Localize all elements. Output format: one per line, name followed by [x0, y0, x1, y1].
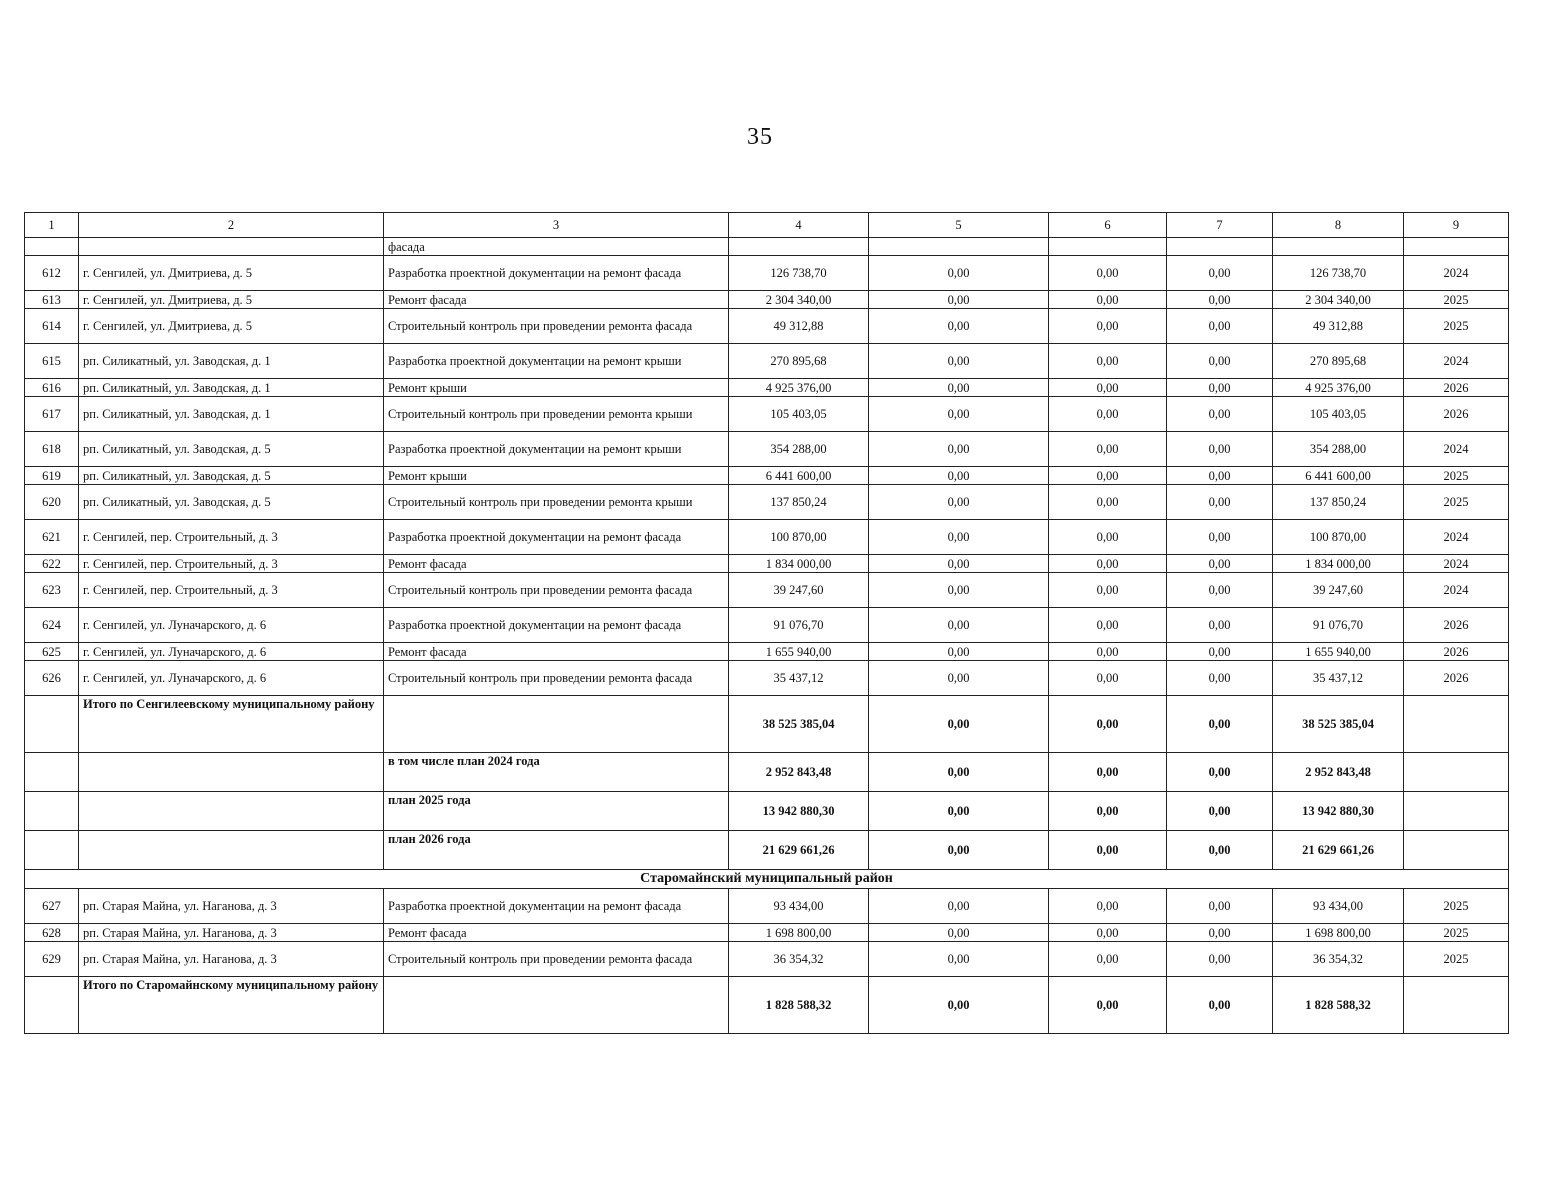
cell: [25, 753, 79, 792]
table-row: [25, 889, 1509, 924]
work-type-cell: Ремонт крыши: [384, 379, 729, 397]
total-sublabel: [384, 696, 729, 753]
capital-repair-table: [24, 212, 1509, 1034]
total-amount-c4: 38 525 385,04: [729, 696, 869, 753]
amount-cell-c5: 0,00: [869, 309, 1049, 344]
address-cell: рп. Силикатный, ул. Заводская, д. 1: [79, 379, 384, 397]
address-cell: г. Сенгилей, ул. Дмитриева, д. 5: [79, 291, 384, 309]
amount-cell-c6: 0,00: [1049, 397, 1167, 432]
amount-cell-c5: 0,00: [869, 432, 1049, 467]
amount-cell-c6: 0,00: [1049, 889, 1167, 924]
row-number: 623: [25, 573, 79, 608]
total-amount-c8: 2 952 843,48: [1273, 753, 1404, 792]
amount-cell-c5: 0,00: [869, 467, 1049, 485]
work-type-cell: Ремонт фасада: [384, 643, 729, 661]
address-cell: рп. Старая Майна, ул. Наганова, д. 3: [79, 924, 384, 942]
header-row: [25, 213, 1509, 238]
table-row: [25, 608, 1509, 643]
cell: [25, 977, 79, 1034]
address-cell: г. Сенгилей, ул. Луначарского, д. 6: [79, 608, 384, 643]
row-number: 621: [25, 520, 79, 555]
amount-cell-c8: 354 288,00: [1273, 432, 1404, 467]
table-row: [25, 643, 1509, 661]
address-cell: рп. Силикатный, ул. Заводская, д. 5: [79, 432, 384, 467]
amount-cell-c6: 0,00: [1049, 291, 1167, 309]
amount-cell-c8: 126 738,70: [1273, 256, 1404, 291]
cell: [1404, 831, 1509, 870]
amount-cell-c7: 0,00: [1167, 309, 1273, 344]
address-cell: г. Сенгилей, пер. Строительный, д. 3: [79, 520, 384, 555]
table-row: [25, 291, 1509, 309]
address-cell: г. Сенгилей, ул. Луначарского, д. 6: [79, 643, 384, 661]
amount-cell-c4: 100 870,00: [729, 520, 869, 555]
total-amount-c8: 1 828 588,32: [1273, 977, 1404, 1034]
amount-cell-c5: 0,00: [869, 379, 1049, 397]
amount-cell-c6: 0,00: [1049, 573, 1167, 608]
total-amount-c5: 0,00: [869, 977, 1049, 1034]
amount-cell-c4: 91 076,70: [729, 608, 869, 643]
cell: [1167, 238, 1273, 256]
amount-cell-c5: 0,00: [869, 397, 1049, 432]
work-type-cell: Разработка проектной документации на ремонт фасада: [384, 520, 729, 555]
work-type-cell: Разработка проектной документации на ремонт фасада: [384, 889, 729, 924]
table-row: [25, 256, 1509, 291]
year-cell: 2024: [1404, 573, 1509, 608]
total-amount-c6: 0,00: [1049, 977, 1167, 1034]
total-amount-c5: 0,00: [869, 753, 1049, 792]
amount-cell-c8: 35 437,12: [1273, 661, 1404, 696]
table-row: [25, 924, 1509, 942]
row-number: 625: [25, 643, 79, 661]
amount-cell-c6: 0,00: [1049, 344, 1167, 379]
total-amount-c6: 0,00: [1049, 792, 1167, 831]
table-row: [25, 555, 1509, 573]
table-row: [25, 379, 1509, 397]
total-amount-c6: 0,00: [1049, 753, 1167, 792]
amount-cell-c4: 270 895,68: [729, 344, 869, 379]
amount-cell-c7: 0,00: [1167, 485, 1273, 520]
column-header: 3: [384, 213, 729, 238]
amount-cell-c6: 0,00: [1049, 924, 1167, 942]
row-number: 615: [25, 344, 79, 379]
total-label: [79, 792, 384, 831]
column-header: 2: [79, 213, 384, 238]
address-cell: рп. Силикатный, ул. Заводская, д. 1: [79, 397, 384, 432]
amount-cell-c7: 0,00: [1167, 256, 1273, 291]
year-cell: 2025: [1404, 889, 1509, 924]
amount-cell-c8: 4 925 376,00: [1273, 379, 1404, 397]
total-amount-c7: 0,00: [1167, 753, 1273, 792]
amount-cell-c7: 0,00: [1167, 432, 1273, 467]
table-row: [25, 467, 1509, 485]
total-amount-c5: 0,00: [869, 831, 1049, 870]
row-number: 617: [25, 397, 79, 432]
total-row: [25, 831, 1509, 870]
amount-cell-c6: 0,00: [1049, 942, 1167, 977]
amount-cell-c6: 0,00: [1049, 309, 1167, 344]
year-cell: 2025: [1404, 291, 1509, 309]
total-amount-c4: 1 828 588,32: [729, 977, 869, 1034]
amount-cell-c4: 1 655 940,00: [729, 643, 869, 661]
address-cell: рп. Силикатный, ул. Заводская, д. 5: [79, 467, 384, 485]
continuation-text: фасада: [384, 238, 729, 256]
work-type-cell: Строительный контроль при проведении ремонта фасада: [384, 573, 729, 608]
year-cell: 2026: [1404, 608, 1509, 643]
row-number: 626: [25, 661, 79, 696]
work-type-cell: Ремонт фасада: [384, 291, 729, 309]
cell: [1049, 238, 1167, 256]
cell: [25, 238, 79, 256]
amount-cell-c4: 1 834 000,00: [729, 555, 869, 573]
amount-cell-c4: 6 441 600,00: [729, 467, 869, 485]
amount-cell-c4: 39 247,60: [729, 573, 869, 608]
amount-cell-c8: 105 403,05: [1273, 397, 1404, 432]
amount-cell-c6: 0,00: [1049, 432, 1167, 467]
table-row: [25, 573, 1509, 608]
amount-cell-c6: 0,00: [1049, 379, 1167, 397]
row-number: 616: [25, 379, 79, 397]
year-cell: 2025: [1404, 924, 1509, 942]
amount-cell-c5: 0,00: [869, 344, 1049, 379]
table-row: [25, 397, 1509, 432]
year-cell: 2024: [1404, 520, 1509, 555]
work-type-cell: Разработка проектной документации на ремонт фасада: [384, 608, 729, 643]
total-amount-c7: 0,00: [1167, 977, 1273, 1034]
amount-cell-c5: 0,00: [869, 573, 1049, 608]
page-number: 35: [747, 124, 773, 150]
amount-cell-c4: 36 354,32: [729, 942, 869, 977]
amount-cell-c8: 2 304 340,00: [1273, 291, 1404, 309]
row-number: 614: [25, 309, 79, 344]
total-row: [25, 977, 1509, 1034]
total-label: Итого по Сенгилеевскому муниципальному району: [79, 696, 384, 753]
amount-cell-c5: 0,00: [869, 924, 1049, 942]
amount-cell-c6: 0,00: [1049, 643, 1167, 661]
work-type-cell: Разработка проектной документации на ремонт крыши: [384, 432, 729, 467]
amount-cell-c5: 0,00: [869, 889, 1049, 924]
year-cell: 2024: [1404, 344, 1509, 379]
amount-cell-c7: 0,00: [1167, 344, 1273, 379]
amount-cell-c7: 0,00: [1167, 661, 1273, 696]
amount-cell-c8: 91 076,70: [1273, 608, 1404, 643]
work-type-cell: Строительный контроль при проведении ремонта фасада: [384, 309, 729, 344]
amount-cell-c4: 35 437,12: [729, 661, 869, 696]
address-cell: г. Сенгилей, ул. Луначарского, д. 6: [79, 661, 384, 696]
amount-cell-c4: 49 312,88: [729, 309, 869, 344]
table-row: [25, 344, 1509, 379]
column-header: 1: [25, 213, 79, 238]
amount-cell-c5: 0,00: [869, 256, 1049, 291]
amount-cell-c7: 0,00: [1167, 608, 1273, 643]
amount-cell-c7: 0,00: [1167, 924, 1273, 942]
total-amount-c4: 13 942 880,30: [729, 792, 869, 831]
year-cell: 2024: [1404, 256, 1509, 291]
row-number: 620: [25, 485, 79, 520]
amount-cell-c5: 0,00: [869, 608, 1049, 643]
total-row: [25, 753, 1509, 792]
amount-cell-c5: 0,00: [869, 942, 1049, 977]
total-amount-c6: 0,00: [1049, 696, 1167, 753]
amount-cell-c8: 1 834 000,00: [1273, 555, 1404, 573]
year-cell: 2026: [1404, 661, 1509, 696]
amount-cell-c4: 4 925 376,00: [729, 379, 869, 397]
cell: [729, 238, 869, 256]
amount-cell-c5: 0,00: [869, 643, 1049, 661]
total-amount-c4: 2 952 843,48: [729, 753, 869, 792]
amount-cell-c8: 100 870,00: [1273, 520, 1404, 555]
total-label: [79, 831, 384, 870]
cell: [1404, 792, 1509, 831]
amount-cell-c4: 93 434,00: [729, 889, 869, 924]
work-type-cell: Ремонт фасада: [384, 555, 729, 573]
amount-cell-c5: 0,00: [869, 661, 1049, 696]
amount-cell-c8: 39 247,60: [1273, 573, 1404, 608]
amount-cell-c6: 0,00: [1049, 256, 1167, 291]
amount-cell-c6: 0,00: [1049, 485, 1167, 520]
work-type-cell: Ремонт крыши: [384, 467, 729, 485]
total-amount-c8: 21 629 661,26: [1273, 831, 1404, 870]
cell: [1404, 753, 1509, 792]
work-type-cell: Строительный контроль при проведении ремонта крыши: [384, 397, 729, 432]
address-cell: рп. Силикатный, ул. Заводская, д. 5: [79, 485, 384, 520]
cell: [1404, 696, 1509, 753]
table-row: [25, 485, 1509, 520]
total-sublabel: в том числе план 2024 года: [384, 753, 729, 792]
address-cell: г. Сенгилей, ул. Дмитриева, д. 5: [79, 309, 384, 344]
address-cell: г. Сенгилей, ул. Дмитриева, д. 5: [79, 256, 384, 291]
amount-cell-c7: 0,00: [1167, 291, 1273, 309]
total-amount-c8: 38 525 385,04: [1273, 696, 1404, 753]
column-header: 5: [869, 213, 1049, 238]
amount-cell-c8: 49 312,88: [1273, 309, 1404, 344]
table-row: [25, 432, 1509, 467]
address-cell: рп. Силикатный, ул. Заводская, д. 1: [79, 344, 384, 379]
total-row: [25, 696, 1509, 753]
cell: [25, 831, 79, 870]
year-cell: 2025: [1404, 309, 1509, 344]
column-header: 8: [1273, 213, 1404, 238]
row-number: 629: [25, 942, 79, 977]
work-type-cell: Строительный контроль при проведении ремонта фасада: [384, 942, 729, 977]
amount-cell-c8: 137 850,24: [1273, 485, 1404, 520]
amount-cell-c4: 105 403,05: [729, 397, 869, 432]
amount-cell-c6: 0,00: [1049, 661, 1167, 696]
work-type-cell: Ремонт фасада: [384, 924, 729, 942]
cell: [25, 696, 79, 753]
column-header: 9: [1404, 213, 1509, 238]
amount-cell-c4: 126 738,70: [729, 256, 869, 291]
amount-cell-c4: 1 698 800,00: [729, 924, 869, 942]
year-cell: 2024: [1404, 555, 1509, 573]
year-cell: 2024: [1404, 432, 1509, 467]
year-cell: 2025: [1404, 942, 1509, 977]
amount-cell-c7: 0,00: [1167, 643, 1273, 661]
table-row: [25, 309, 1509, 344]
table-row: [25, 520, 1509, 555]
total-amount-c7: 0,00: [1167, 831, 1273, 870]
total-amount-c5: 0,00: [869, 696, 1049, 753]
work-type-cell: Разработка проектной документации на ремонт крыши: [384, 344, 729, 379]
amount-cell-c8: 270 895,68: [1273, 344, 1404, 379]
row-number: 612: [25, 256, 79, 291]
address-cell: рп. Старая Майна, ул. Наганова, д. 3: [79, 889, 384, 924]
amount-cell-c6: 0,00: [1049, 467, 1167, 485]
total-sublabel: план 2025 года: [384, 792, 729, 831]
cell: [1404, 977, 1509, 1034]
amount-cell-c8: 1 698 800,00: [1273, 924, 1404, 942]
column-header: 4: [729, 213, 869, 238]
total-amount-c7: 0,00: [1167, 696, 1273, 753]
year-cell: 2026: [1404, 643, 1509, 661]
amount-cell-c7: 0,00: [1167, 942, 1273, 977]
table-body: [25, 213, 1509, 1034]
amount-cell-c7: 0,00: [1167, 520, 1273, 555]
work-type-cell: Строительный контроль при проведении ремонта крыши: [384, 485, 729, 520]
address-cell: рп. Старая Майна, ул. Наганова, д. 3: [79, 942, 384, 977]
column-header: 6: [1049, 213, 1167, 238]
total-sublabel: план 2026 года: [384, 831, 729, 870]
column-header: 7: [1167, 213, 1273, 238]
continuation-row: [25, 238, 1509, 256]
total-amount-c8: 13 942 880,30: [1273, 792, 1404, 831]
row-number: 613: [25, 291, 79, 309]
amount-cell-c8: 1 655 940,00: [1273, 643, 1404, 661]
total-label: Итого по Старомайнскому муниципальному району: [79, 977, 384, 1034]
total-amount-c5: 0,00: [869, 792, 1049, 831]
work-type-cell: Строительный контроль при проведении ремонта фасада: [384, 661, 729, 696]
amount-cell-c5: 0,00: [869, 520, 1049, 555]
row-number: 619: [25, 467, 79, 485]
total-amount-c4: 21 629 661,26: [729, 831, 869, 870]
year-cell: 2026: [1404, 379, 1509, 397]
amount-cell-c4: 137 850,24: [729, 485, 869, 520]
amount-cell-c4: 354 288,00: [729, 432, 869, 467]
year-cell: 2025: [1404, 485, 1509, 520]
amount-cell-c8: 93 434,00: [1273, 889, 1404, 924]
amount-cell-c8: 36 354,32: [1273, 942, 1404, 977]
total-row: [25, 792, 1509, 831]
year-cell: 2025: [1404, 467, 1509, 485]
address-cell: г. Сенгилей, пер. Строительный, д. 3: [79, 573, 384, 608]
row-number: 618: [25, 432, 79, 467]
total-label: [79, 753, 384, 792]
section-heading-row: [25, 870, 1509, 889]
amount-cell-c5: 0,00: [869, 291, 1049, 309]
work-type-cell: Разработка проектной документации на ремонт фасада: [384, 256, 729, 291]
amount-cell-c4: 2 304 340,00: [729, 291, 869, 309]
cell: [79, 238, 384, 256]
amount-cell-c7: 0,00: [1167, 573, 1273, 608]
total-sublabel: [384, 977, 729, 1034]
amount-cell-c6: 0,00: [1049, 555, 1167, 573]
table-row: [25, 942, 1509, 977]
amount-cell-c6: 0,00: [1049, 608, 1167, 643]
cell: [869, 238, 1049, 256]
row-number: 622: [25, 555, 79, 573]
amount-cell-c7: 0,00: [1167, 397, 1273, 432]
cell: [25, 792, 79, 831]
row-number: 627: [25, 889, 79, 924]
address-cell: г. Сенгилей, пер. Строительный, д. 3: [79, 555, 384, 573]
cell: [1273, 238, 1404, 256]
amount-cell-c7: 0,00: [1167, 889, 1273, 924]
row-number: 628: [25, 924, 79, 942]
amount-cell-c5: 0,00: [869, 555, 1049, 573]
section-title: Старомайнский муниципальный район: [25, 870, 1509, 889]
amount-cell-c7: 0,00: [1167, 555, 1273, 573]
total-amount-c6: 0,00: [1049, 831, 1167, 870]
row-number: 624: [25, 608, 79, 643]
amount-cell-c7: 0,00: [1167, 467, 1273, 485]
table-row: [25, 661, 1509, 696]
total-amount-c7: 0,00: [1167, 792, 1273, 831]
amount-cell-c5: 0,00: [869, 485, 1049, 520]
amount-cell-c8: 6 441 600,00: [1273, 467, 1404, 485]
amount-cell-c7: 0,00: [1167, 379, 1273, 397]
cell: [1404, 238, 1509, 256]
amount-cell-c6: 0,00: [1049, 520, 1167, 555]
year-cell: 2026: [1404, 397, 1509, 432]
